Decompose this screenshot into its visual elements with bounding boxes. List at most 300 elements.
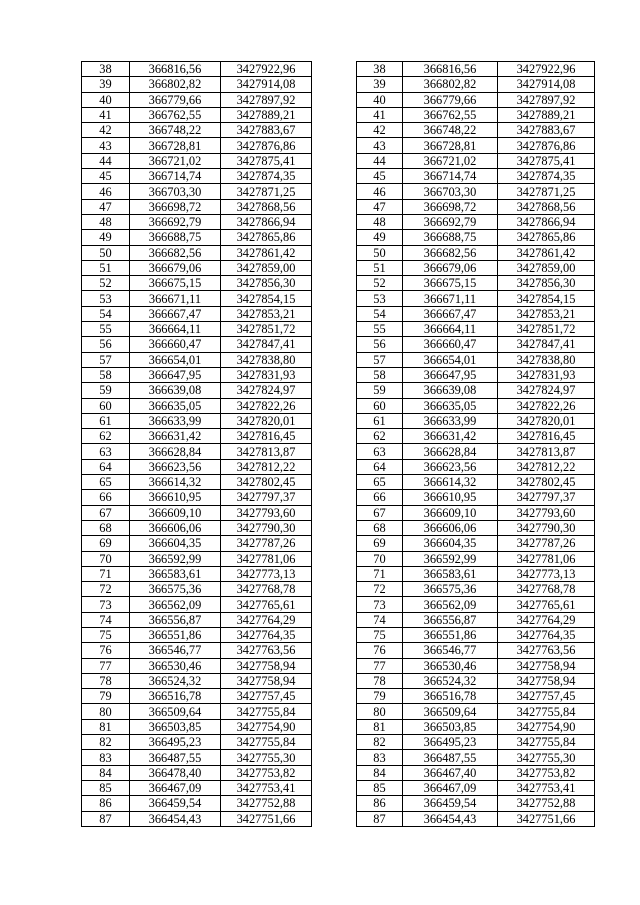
table-gap-column bbox=[312, 444, 357, 459]
table-gap-column bbox=[312, 704, 357, 719]
table-row bbox=[82, 796, 595, 811]
left-y-coordinate: 3427753,82 bbox=[221, 765, 312, 780]
right-x-coordinate: 366467,40 bbox=[403, 765, 498, 780]
left-point-number: 73 bbox=[82, 597, 130, 612]
left-y-coordinate: 3427764,35 bbox=[221, 627, 312, 642]
left-x-coordinate: 366509,64 bbox=[130, 704, 221, 719]
left-x-coordinate: 366575,36 bbox=[130, 582, 221, 597]
left-x-coordinate: 366728,81 bbox=[130, 138, 221, 153]
left-y-coordinate: 3427793,60 bbox=[221, 505, 312, 520]
right-x-coordinate: 366664,11 bbox=[403, 322, 498, 337]
right-y-coordinate: 3427768,78 bbox=[498, 582, 595, 597]
right-x-coordinate: 366633,99 bbox=[403, 413, 498, 428]
right-x-coordinate: 366628,84 bbox=[403, 444, 498, 459]
right-y-coordinate: 3427765,61 bbox=[498, 597, 595, 612]
right-y-coordinate: 3427820,01 bbox=[498, 413, 595, 428]
table-row bbox=[82, 214, 595, 229]
right-y-coordinate: 3427763,56 bbox=[498, 643, 595, 658]
right-x-coordinate: 366495,23 bbox=[403, 735, 498, 750]
table-gap-column bbox=[312, 245, 357, 260]
table-gap-column bbox=[312, 260, 357, 275]
table-row bbox=[82, 322, 595, 337]
table-row bbox=[82, 352, 595, 367]
left-x-coordinate: 366628,84 bbox=[130, 444, 221, 459]
left-point-number: 70 bbox=[82, 551, 130, 566]
right-x-coordinate: 366779,66 bbox=[403, 92, 498, 107]
table-gap-column bbox=[312, 230, 357, 245]
right-point-number: 56 bbox=[357, 337, 403, 352]
left-point-number: 82 bbox=[82, 735, 130, 750]
left-point-number: 67 bbox=[82, 505, 130, 520]
left-point-number: 68 bbox=[82, 520, 130, 535]
left-point-number: 69 bbox=[82, 536, 130, 551]
right-y-coordinate: 3427753,41 bbox=[498, 780, 595, 795]
table-gap-column bbox=[312, 77, 357, 92]
table-gap-column bbox=[312, 184, 357, 199]
left-x-coordinate: 366688,75 bbox=[130, 230, 221, 245]
right-x-coordinate: 366692,79 bbox=[403, 214, 498, 229]
right-y-coordinate: 3427754,90 bbox=[498, 719, 595, 734]
right-y-coordinate: 3427755,84 bbox=[498, 704, 595, 719]
left-y-coordinate: 3427758,94 bbox=[221, 658, 312, 673]
left-x-coordinate: 366679,06 bbox=[130, 260, 221, 275]
table-row bbox=[82, 811, 595, 826]
right-x-coordinate: 366703,30 bbox=[403, 184, 498, 199]
right-y-coordinate: 3427764,35 bbox=[498, 627, 595, 642]
right-point-number: 62 bbox=[357, 429, 403, 444]
table-row bbox=[82, 92, 595, 107]
right-point-number: 66 bbox=[357, 490, 403, 505]
left-y-coordinate: 3427851,72 bbox=[221, 322, 312, 337]
right-y-coordinate: 3427883,67 bbox=[498, 123, 595, 138]
right-point-number: 86 bbox=[357, 796, 403, 811]
table-gap-column bbox=[312, 780, 357, 795]
table-gap-column bbox=[312, 689, 357, 704]
left-x-coordinate: 366682,56 bbox=[130, 245, 221, 260]
right-point-number: 42 bbox=[357, 123, 403, 138]
left-y-coordinate: 3427914,08 bbox=[221, 77, 312, 92]
right-point-number: 59 bbox=[357, 383, 403, 398]
right-y-coordinate: 3427914,08 bbox=[498, 77, 595, 92]
right-y-coordinate: 3427824,97 bbox=[498, 383, 595, 398]
right-x-coordinate: 366562,09 bbox=[403, 597, 498, 612]
table-gap-column bbox=[312, 627, 357, 642]
right-x-coordinate: 366575,36 bbox=[403, 582, 498, 597]
table-gap-column bbox=[312, 169, 357, 184]
table-gap-column bbox=[312, 811, 357, 826]
left-x-coordinate: 366610,95 bbox=[130, 490, 221, 505]
right-point-number: 39 bbox=[357, 77, 403, 92]
right-y-coordinate: 3427831,93 bbox=[498, 367, 595, 382]
right-point-number: 82 bbox=[357, 735, 403, 750]
table-row bbox=[82, 597, 595, 612]
right-y-coordinate: 3427876,86 bbox=[498, 138, 595, 153]
right-point-number: 61 bbox=[357, 413, 403, 428]
right-x-coordinate: 366604,35 bbox=[403, 536, 498, 551]
right-x-coordinate: 366487,55 bbox=[403, 750, 498, 765]
left-y-coordinate: 3427883,67 bbox=[221, 123, 312, 138]
left-x-coordinate: 366698,72 bbox=[130, 199, 221, 214]
right-y-coordinate: 3427859,00 bbox=[498, 260, 595, 275]
left-x-coordinate: 366614,32 bbox=[130, 475, 221, 490]
table-row bbox=[82, 689, 595, 704]
right-x-coordinate: 366667,47 bbox=[403, 306, 498, 321]
table-row bbox=[82, 276, 595, 291]
right-point-number: 71 bbox=[357, 566, 403, 581]
right-point-number: 76 bbox=[357, 643, 403, 658]
right-y-coordinate: 3427753,82 bbox=[498, 765, 595, 780]
left-x-coordinate: 366546,77 bbox=[130, 643, 221, 658]
left-y-coordinate: 3427874,35 bbox=[221, 169, 312, 184]
left-point-number: 42 bbox=[82, 123, 130, 138]
table-row bbox=[82, 337, 595, 352]
right-point-number: 74 bbox=[357, 612, 403, 627]
right-point-number: 70 bbox=[357, 551, 403, 566]
right-point-number: 77 bbox=[357, 658, 403, 673]
right-y-coordinate: 3427851,72 bbox=[498, 322, 595, 337]
table-row bbox=[82, 306, 595, 321]
right-x-coordinate: 366714,74 bbox=[403, 169, 498, 184]
right-y-coordinate: 3427781,06 bbox=[498, 551, 595, 566]
left-y-coordinate: 3427755,84 bbox=[221, 704, 312, 719]
right-point-number: 50 bbox=[357, 245, 403, 260]
left-x-coordinate: 366667,47 bbox=[130, 306, 221, 321]
right-y-coordinate: 3427854,15 bbox=[498, 291, 595, 306]
left-y-coordinate: 3427861,42 bbox=[221, 245, 312, 260]
right-x-coordinate: 366682,56 bbox=[403, 245, 498, 260]
right-point-number: 48 bbox=[357, 214, 403, 229]
right-y-coordinate: 3427813,87 bbox=[498, 444, 595, 459]
right-y-coordinate: 3427838,80 bbox=[498, 352, 595, 367]
left-x-coordinate: 366604,35 bbox=[130, 536, 221, 551]
left-x-coordinate: 366633,99 bbox=[130, 413, 221, 428]
left-y-coordinate: 3427876,86 bbox=[221, 138, 312, 153]
left-x-coordinate: 366495,23 bbox=[130, 735, 221, 750]
left-point-number: 83 bbox=[82, 750, 130, 765]
left-y-coordinate: 3427868,56 bbox=[221, 199, 312, 214]
left-x-coordinate: 366583,61 bbox=[130, 566, 221, 581]
left-y-coordinate: 3427859,00 bbox=[221, 260, 312, 275]
right-point-number: 51 bbox=[357, 260, 403, 275]
left-point-number: 76 bbox=[82, 643, 130, 658]
right-y-coordinate: 3427755,30 bbox=[498, 750, 595, 765]
right-x-coordinate: 366467,09 bbox=[403, 780, 498, 795]
right-y-coordinate: 3427874,35 bbox=[498, 169, 595, 184]
left-point-number: 87 bbox=[82, 811, 130, 826]
right-y-coordinate: 3427758,94 bbox=[498, 658, 595, 673]
left-point-number: 41 bbox=[82, 107, 130, 122]
table-row bbox=[82, 199, 595, 214]
right-point-number: 84 bbox=[357, 765, 403, 780]
table-row bbox=[82, 184, 595, 199]
table-gap-column bbox=[312, 566, 357, 581]
left-x-coordinate: 366524,32 bbox=[130, 673, 221, 688]
right-y-coordinate: 3427802,45 bbox=[498, 475, 595, 490]
table-row bbox=[82, 459, 595, 474]
left-y-coordinate: 3427754,90 bbox=[221, 719, 312, 734]
left-x-coordinate: 366592,99 bbox=[130, 551, 221, 566]
left-y-coordinate: 3427820,01 bbox=[221, 413, 312, 428]
left-y-coordinate: 3427753,41 bbox=[221, 780, 312, 795]
left-x-coordinate: 366654,01 bbox=[130, 352, 221, 367]
table-row bbox=[82, 245, 595, 260]
right-y-coordinate: 3427758,94 bbox=[498, 673, 595, 688]
right-x-coordinate: 366556,87 bbox=[403, 612, 498, 627]
left-x-coordinate: 366748,22 bbox=[130, 123, 221, 138]
table-row bbox=[82, 153, 595, 168]
right-point-number: 38 bbox=[357, 62, 403, 77]
left-point-number: 74 bbox=[82, 612, 130, 627]
left-y-coordinate: 3427765,61 bbox=[221, 597, 312, 612]
table-row bbox=[82, 719, 595, 734]
table-gap-column bbox=[312, 582, 357, 597]
right-x-coordinate: 366679,06 bbox=[403, 260, 498, 275]
right-x-coordinate: 366583,61 bbox=[403, 566, 498, 581]
left-point-number: 43 bbox=[82, 138, 130, 153]
left-x-coordinate: 366623,56 bbox=[130, 459, 221, 474]
table-row bbox=[82, 383, 595, 398]
left-point-number: 40 bbox=[82, 92, 130, 107]
left-x-coordinate: 366714,74 bbox=[130, 169, 221, 184]
left-point-number: 86 bbox=[82, 796, 130, 811]
table-gap-column bbox=[312, 123, 357, 138]
right-y-coordinate: 3427875,41 bbox=[498, 153, 595, 168]
left-point-number: 58 bbox=[82, 367, 130, 382]
left-x-coordinate: 366562,09 bbox=[130, 597, 221, 612]
left-point-number: 46 bbox=[82, 184, 130, 199]
left-y-coordinate: 3427922,96 bbox=[221, 62, 312, 77]
left-point-number: 56 bbox=[82, 337, 130, 352]
right-point-number: 80 bbox=[357, 704, 403, 719]
right-point-number: 67 bbox=[357, 505, 403, 520]
table-gap-column bbox=[312, 138, 357, 153]
right-x-coordinate: 366748,22 bbox=[403, 123, 498, 138]
left-point-number: 62 bbox=[82, 429, 130, 444]
left-y-coordinate: 3427781,06 bbox=[221, 551, 312, 566]
left-y-coordinate: 3427865,86 bbox=[221, 230, 312, 245]
table-gap-column bbox=[312, 505, 357, 520]
right-y-coordinate: 3427812,22 bbox=[498, 459, 595, 474]
right-x-coordinate: 366639,08 bbox=[403, 383, 498, 398]
right-x-coordinate: 366459,54 bbox=[403, 796, 498, 811]
left-x-coordinate: 366779,66 bbox=[130, 92, 221, 107]
table-gap-column bbox=[312, 459, 357, 474]
right-x-coordinate: 366635,05 bbox=[403, 398, 498, 413]
left-y-coordinate: 3427875,41 bbox=[221, 153, 312, 168]
left-y-coordinate: 3427752,88 bbox=[221, 796, 312, 811]
right-y-coordinate: 3427922,96 bbox=[498, 62, 595, 77]
left-x-coordinate: 366660,47 bbox=[130, 337, 221, 352]
right-x-coordinate: 366660,47 bbox=[403, 337, 498, 352]
right-point-number: 54 bbox=[357, 306, 403, 321]
right-y-coordinate: 3427773,13 bbox=[498, 566, 595, 581]
table-row bbox=[82, 444, 595, 459]
table-row bbox=[82, 750, 595, 765]
right-x-coordinate: 366802,82 bbox=[403, 77, 498, 92]
right-x-coordinate: 366728,81 bbox=[403, 138, 498, 153]
left-x-coordinate: 366631,42 bbox=[130, 429, 221, 444]
right-point-number: 87 bbox=[357, 811, 403, 826]
left-y-coordinate: 3427797,37 bbox=[221, 490, 312, 505]
left-x-coordinate: 366692,79 bbox=[130, 214, 221, 229]
table-gap-column bbox=[312, 367, 357, 382]
left-y-coordinate: 3427897,92 bbox=[221, 92, 312, 107]
table-gap-column bbox=[312, 214, 357, 229]
table-row bbox=[82, 643, 595, 658]
right-point-number: 47 bbox=[357, 199, 403, 214]
left-point-number: 63 bbox=[82, 444, 130, 459]
right-x-coordinate: 366610,95 bbox=[403, 490, 498, 505]
left-point-number: 48 bbox=[82, 214, 130, 229]
left-x-coordinate: 366503,85 bbox=[130, 719, 221, 734]
left-y-coordinate: 3427764,29 bbox=[221, 612, 312, 627]
right-point-number: 49 bbox=[357, 230, 403, 245]
right-y-coordinate: 3427861,42 bbox=[498, 245, 595, 260]
left-y-coordinate: 3427838,80 bbox=[221, 352, 312, 367]
left-y-coordinate: 3427757,45 bbox=[221, 689, 312, 704]
table-gap-column bbox=[312, 337, 357, 352]
left-point-number: 52 bbox=[82, 276, 130, 291]
right-x-coordinate: 366592,99 bbox=[403, 551, 498, 566]
right-point-number: 75 bbox=[357, 627, 403, 642]
table-gap-column bbox=[312, 612, 357, 627]
table-row bbox=[82, 429, 595, 444]
left-y-coordinate: 3427816,45 bbox=[221, 429, 312, 444]
left-point-number: 79 bbox=[82, 689, 130, 704]
left-point-number: 64 bbox=[82, 459, 130, 474]
right-y-coordinate: 3427793,60 bbox=[498, 505, 595, 520]
left-point-number: 39 bbox=[82, 77, 130, 92]
left-point-number: 81 bbox=[82, 719, 130, 734]
left-y-coordinate: 3427831,93 bbox=[221, 367, 312, 382]
table-row bbox=[82, 536, 595, 551]
left-x-coordinate: 366556,87 bbox=[130, 612, 221, 627]
right-point-number: 72 bbox=[357, 582, 403, 597]
table-gap-column bbox=[312, 62, 357, 77]
table-row bbox=[82, 107, 595, 122]
table-gap-column bbox=[312, 719, 357, 734]
left-y-coordinate: 3427856,30 bbox=[221, 276, 312, 291]
left-point-number: 38 bbox=[82, 62, 130, 77]
table-row bbox=[82, 505, 595, 520]
left-y-coordinate: 3427866,94 bbox=[221, 214, 312, 229]
left-point-number: 50 bbox=[82, 245, 130, 260]
table-gap-column bbox=[312, 153, 357, 168]
right-x-coordinate: 366509,64 bbox=[403, 704, 498, 719]
right-x-coordinate: 366503,85 bbox=[403, 719, 498, 734]
right-point-number: 69 bbox=[357, 536, 403, 551]
table-row bbox=[82, 367, 595, 382]
table-row bbox=[82, 398, 595, 413]
left-y-coordinate: 3427790,30 bbox=[221, 520, 312, 535]
right-x-coordinate: 366631,42 bbox=[403, 429, 498, 444]
left-point-number: 85 bbox=[82, 780, 130, 795]
right-point-number: 55 bbox=[357, 322, 403, 337]
left-x-coordinate: 366671,11 bbox=[130, 291, 221, 306]
right-point-number: 58 bbox=[357, 367, 403, 382]
table-row bbox=[82, 704, 595, 719]
table-gap-column bbox=[312, 796, 357, 811]
left-y-coordinate: 3427847,41 bbox=[221, 337, 312, 352]
left-y-coordinate: 3427813,87 bbox=[221, 444, 312, 459]
left-point-number: 53 bbox=[82, 291, 130, 306]
table-row bbox=[82, 169, 595, 184]
left-point-number: 66 bbox=[82, 490, 130, 505]
right-x-coordinate: 366530,46 bbox=[403, 658, 498, 673]
table-row bbox=[82, 291, 595, 306]
table-gap-column bbox=[312, 536, 357, 551]
right-y-coordinate: 3427787,26 bbox=[498, 536, 595, 551]
left-point-number: 55 bbox=[82, 322, 130, 337]
left-x-coordinate: 366635,05 bbox=[130, 398, 221, 413]
right-point-number: 52 bbox=[357, 276, 403, 291]
right-y-coordinate: 3427752,88 bbox=[498, 796, 595, 811]
right-y-coordinate: 3427856,30 bbox=[498, 276, 595, 291]
left-y-coordinate: 3427755,84 bbox=[221, 735, 312, 750]
table-gap-column bbox=[312, 107, 357, 122]
table-gap-column bbox=[312, 673, 357, 688]
right-x-coordinate: 366546,77 bbox=[403, 643, 498, 658]
table-gap-column bbox=[312, 597, 357, 612]
table-gap-column bbox=[312, 520, 357, 535]
left-point-number: 78 bbox=[82, 673, 130, 688]
right-x-coordinate: 366524,32 bbox=[403, 673, 498, 688]
left-y-coordinate: 3427755,30 bbox=[221, 750, 312, 765]
table-gap-column bbox=[312, 490, 357, 505]
table-row bbox=[82, 413, 595, 428]
table-gap-column bbox=[312, 276, 357, 291]
left-y-coordinate: 3427871,25 bbox=[221, 184, 312, 199]
table-row bbox=[82, 230, 595, 245]
right-x-coordinate: 366654,01 bbox=[403, 352, 498, 367]
right-y-coordinate: 3427790,30 bbox=[498, 520, 595, 535]
right-point-number: 79 bbox=[357, 689, 403, 704]
right-x-coordinate: 366816,56 bbox=[403, 62, 498, 77]
left-x-coordinate: 366675,15 bbox=[130, 276, 221, 291]
right-y-coordinate: 3427797,37 bbox=[498, 490, 595, 505]
table-row bbox=[82, 566, 595, 581]
right-x-coordinate: 366698,72 bbox=[403, 199, 498, 214]
table-row bbox=[82, 765, 595, 780]
left-y-coordinate: 3427758,94 bbox=[221, 673, 312, 688]
right-point-number: 63 bbox=[357, 444, 403, 459]
left-point-number: 51 bbox=[82, 260, 130, 275]
right-y-coordinate: 3427764,29 bbox=[498, 612, 595, 627]
table-row bbox=[82, 780, 595, 795]
left-y-coordinate: 3427889,21 bbox=[221, 107, 312, 122]
left-x-coordinate: 366606,06 bbox=[130, 520, 221, 535]
table-gap-column bbox=[312, 735, 357, 750]
left-y-coordinate: 3427812,22 bbox=[221, 459, 312, 474]
right-x-coordinate: 366551,86 bbox=[403, 627, 498, 642]
left-point-number: 45 bbox=[82, 169, 130, 184]
right-x-coordinate: 366647,95 bbox=[403, 367, 498, 382]
table-gap-column bbox=[312, 291, 357, 306]
left-point-number: 80 bbox=[82, 704, 130, 719]
left-y-coordinate: 3427768,78 bbox=[221, 582, 312, 597]
table-row bbox=[82, 138, 595, 153]
left-point-number: 44 bbox=[82, 153, 130, 168]
right-point-number: 40 bbox=[357, 92, 403, 107]
right-x-coordinate: 366721,02 bbox=[403, 153, 498, 168]
left-x-coordinate: 366762,55 bbox=[130, 107, 221, 122]
right-y-coordinate: 3427757,45 bbox=[498, 689, 595, 704]
left-y-coordinate: 3427787,26 bbox=[221, 536, 312, 551]
table-gap-column bbox=[312, 383, 357, 398]
right-point-number: 43 bbox=[357, 138, 403, 153]
table-row bbox=[82, 77, 595, 92]
left-point-number: 61 bbox=[82, 413, 130, 428]
